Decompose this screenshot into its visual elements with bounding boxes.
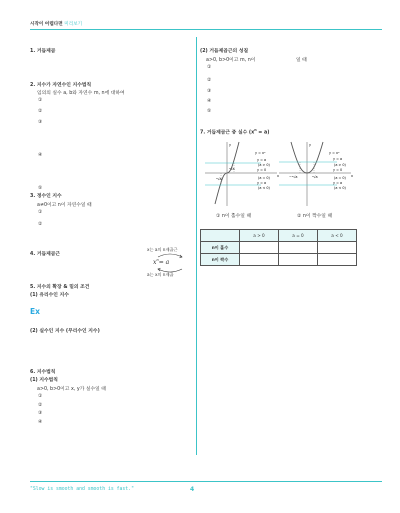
- table-header-cell: [201, 230, 240, 242]
- prop-item-5: ⑤: [207, 109, 212, 114]
- list-item-2-5: ⑤: [38, 186, 43, 191]
- list-item-3-2: ②: [38, 222, 43, 227]
- section-2-condition: 임의의 실수 a, b와 자연수 m, n에 대하여: [37, 91, 125, 96]
- graph2-y-label: y: [309, 143, 312, 147]
- graph2-root-right: ⁿ√a: [312, 175, 318, 179]
- list-item-6-4: ④: [38, 420, 43, 425]
- page-number: 4: [190, 486, 195, 493]
- prop-item-2: ②: [207, 78, 212, 83]
- graph1-ya-cond: (a > 0): [258, 163, 270, 167]
- graph2-y0-cond: (a = 0): [334, 176, 346, 180]
- graph2-root-left: −ⁿ√a: [289, 175, 298, 179]
- graph2-curve-label: y = xⁿ: [329, 151, 340, 155]
- graph2-ya-cond: (a > 0): [334, 163, 346, 167]
- example-label: Ex: [30, 307, 40, 316]
- section-6-1-title: (1) 지수법칙: [30, 378, 58, 383]
- graph1-curve-label: y = xⁿ: [255, 151, 266, 155]
- graph1-yneg-label: y = a: [257, 181, 267, 185]
- list-item-2-2: ②: [38, 109, 43, 114]
- section-5-title: 5. 지수의 확장 & 밑의 조건: [30, 285, 90, 290]
- graph2-ya-label: y = a: [333, 157, 343, 161]
- section-1-title: 1. 거듭제곱: [30, 49, 56, 54]
- graph2-x-label: x: [351, 174, 354, 178]
- table-header-cell: a = 0: [279, 230, 318, 242]
- graph2-yneg-cond: (a < 0): [334, 186, 346, 190]
- list-item-6-2: ②: [38, 403, 43, 408]
- diagram-top-label: x는 a의 n제곱근: [147, 247, 178, 252]
- section-7-title: 7. 거듭제곱근 중 실수 $(x^n = a)$: [200, 128, 270, 136]
- section-5-2-title: (2) 실수인 지수 (무리수인 지수): [30, 329, 100, 334]
- header-divider: [30, 29, 382, 30]
- section-3-title: 3. 정수인 지수: [30, 194, 62, 199]
- list-item-2-1: ①: [38, 98, 43, 103]
- graph1-root-lower: ⁿ√a: [216, 177, 222, 181]
- table-row: [201, 242, 357, 254]
- prop-item-3: ③: [207, 89, 212, 94]
- header-accent: 미리보기: [64, 22, 83, 27]
- list-item-3-1: ①: [38, 210, 43, 215]
- footer-quote: "Slow is smooth and smooth is fast.": [30, 487, 134, 492]
- table-cell: [240, 254, 279, 266]
- list-item-6-1: ①: [38, 394, 43, 399]
- footer-divider: [30, 481, 382, 482]
- header-title: 시작이 어렵다면: [30, 22, 63, 27]
- table-cell: [318, 254, 357, 266]
- prop-item-4: ④: [207, 99, 212, 104]
- table-row: [201, 254, 357, 266]
- graph2-y0-label: y = 0: [333, 168, 343, 172]
- graph1-y0-cond: (a = 0): [258, 176, 270, 180]
- column-divider: [196, 37, 197, 455]
- graph1-y0-label: y = 0: [257, 168, 267, 172]
- list-item-2-4: ④: [38, 153, 43, 158]
- graph1-root-upper: ⁿ√a: [229, 167, 235, 171]
- diagram-bottom-label: a는 x의 n제곱: [147, 272, 174, 277]
- graph1-yneg-cond: (a < 0): [258, 186, 270, 190]
- list-item-6-3: ③: [38, 411, 43, 416]
- table-row-header: n이 홀수: [201, 242, 240, 254]
- section-2-title: 2. 지수가 자연수인 지수법칙: [30, 83, 92, 88]
- section-6-condition: a>0, b>0이고 x, y가 실수일 때: [37, 387, 106, 392]
- graph-n-odd: [203, 140, 281, 208]
- list-item-2-3: ③: [38, 120, 43, 125]
- root-count-table: [200, 229, 357, 266]
- graph1-x-label: x: [277, 174, 280, 178]
- properties-title: (2) 거듭제곱근의 성질: [200, 49, 249, 54]
- section-5-1-title: (1) 유리수인 지수: [30, 293, 69, 298]
- table-header-cell: a > 0: [240, 230, 279, 242]
- graph1-y-label: y: [229, 143, 232, 147]
- section-3-condition: a≠0이고 n이 자연수일 때: [37, 203, 92, 208]
- section-6-title: 6. 지수법칙: [30, 370, 56, 375]
- properties-condition-tail: 일 때: [296, 58, 307, 63]
- table-cell: [279, 242, 318, 254]
- graph1-caption: ① n이 홀수일 때: [216, 214, 252, 219]
- properties-condition: a>0, b>0이고 m, n이: [206, 58, 256, 63]
- graph2-caption: ② n이 짝수일 때: [297, 214, 333, 219]
- table-header-cell: a < 0: [318, 230, 357, 242]
- section-4-title: 4. 거듭제곱근: [30, 252, 60, 257]
- prop-item-1: ①: [207, 65, 212, 70]
- table-cell: [318, 242, 357, 254]
- page-header: [30, 21, 82, 27]
- diagram-equation: $x^n= a$: [153, 258, 170, 266]
- table-row-header: n이 짝수: [201, 254, 240, 266]
- graph1-ya-label: y = a: [257, 158, 267, 162]
- graph2-yneg-label: y = a: [333, 181, 343, 185]
- graph-n-even: [277, 140, 355, 208]
- table-cell: [279, 254, 318, 266]
- table-header-row: [201, 230, 357, 242]
- table-cell: [240, 242, 279, 254]
